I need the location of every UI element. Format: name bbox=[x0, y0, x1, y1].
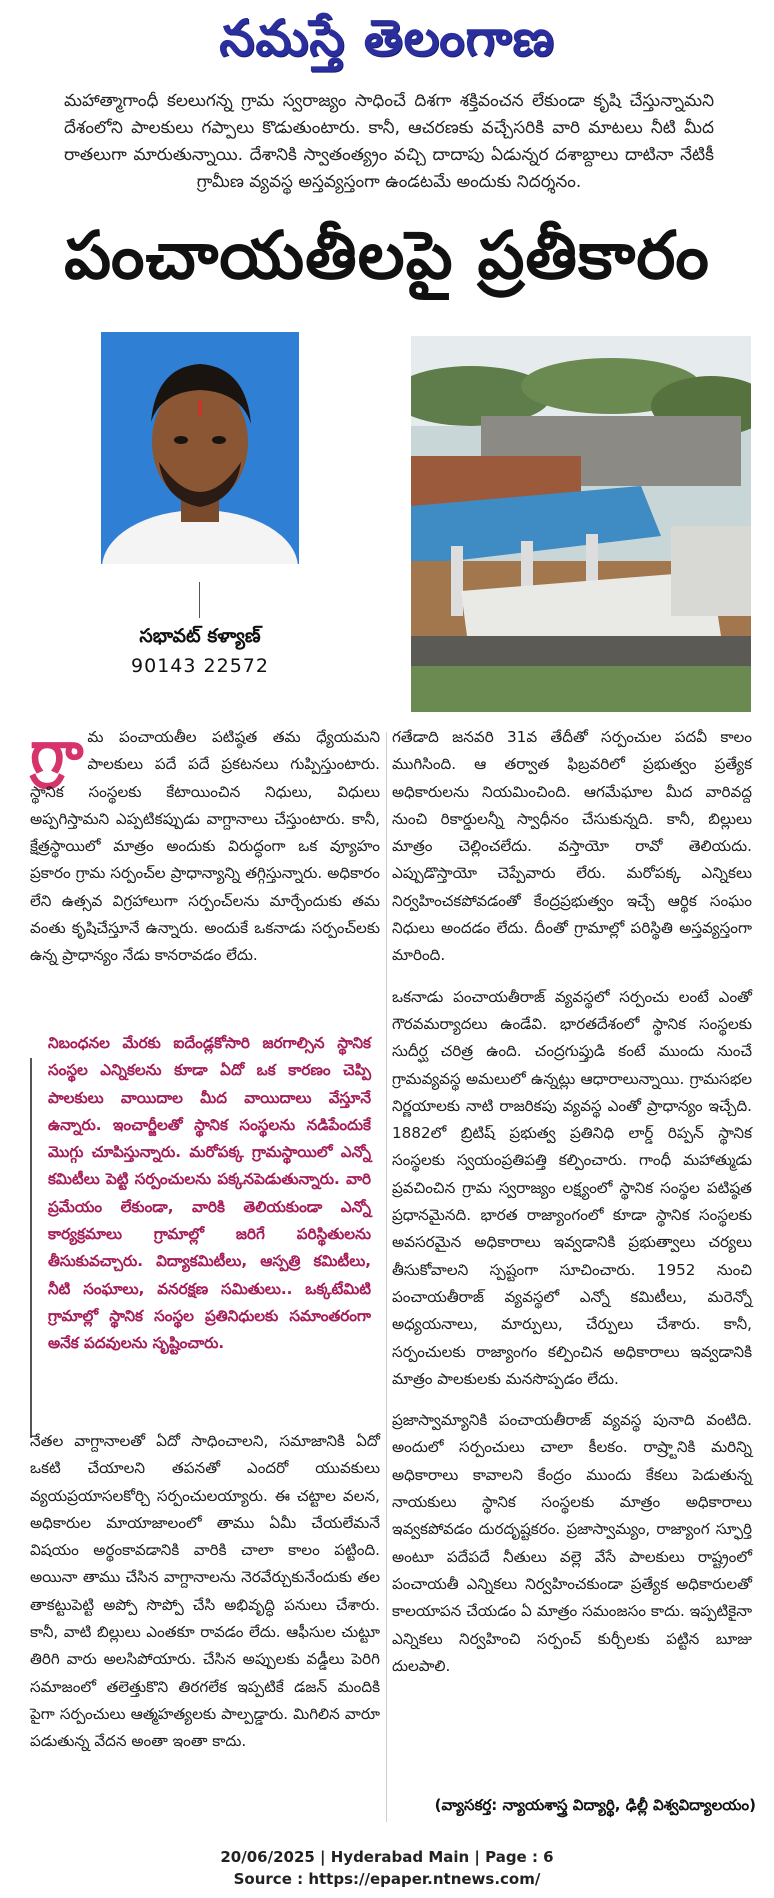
dropcap: గ్రా bbox=[30, 718, 84, 786]
callout-bar bbox=[30, 1058, 32, 1438]
masthead-logo: నమస్తే తెలంగాణ bbox=[219, 8, 555, 67]
column-divider bbox=[386, 732, 387, 1822]
right-paragraph-3: ప్రజాస్వామ్యానికి పంచాయతీరాజ్ వ్యవస్థ పునాది వంటిది. అందులో సర్పంచులు చాలా కీలకం. రాష్ర్టానికి మరిన్ని అధికారాలు కావాలని కేంద్రం ముందు కేకలు పెడుతున్న నాయకులు స్థానిక సంస్థలకు మాత్రం అధికారాలు ఇవ్వకపోవడం దురదృష్టకరం. ప్రజాస్వామ్యం, రాజ్యాంగ స్ఫూర్తి అంటూ పదేపదే నీతులు వల్లె వేసే పాలకులు రాష్ట్రంలో పంచాయతీ ఎన్నికలు నిర్వహించకుండా ప్రత్యేక అధికారులతో కాలయాపన చేయడం ఏ మాత్రం సమంజసం కాదు. ఇప్పటికైనా ఎన్నికలు నిర్వహించి సర్పంచ్ కుర్చీలకు పట్టిన బూజు దులపాలి. bbox=[392, 1411, 752, 1675]
left-paragraph-1-text: మ పంచాయతీల పటిష్ఠత తమ ధ్యేయమని పాలకులు పదే పదే ప్రకటనలు గుప్పిస్తుంటారు. స్థానిక సంస్థలకు కేటాయించిన నిధులు, విధులు అప్పగిస్తామని ఎప్పటికప్పుడు వాగ్దానాలు చేస్తుంటారు. కానీ, క్షేత్రస్థాయిలో మాత్రం అందుకు విరుద్ధంగా ఒక వ్యూహం ప్రకారం గ్రామ సర్పంచ్‌ల ప్రాధాన్యాన్ని తగ్గిస్తున్నారు. అధికారం లేని ఉత్సవ విగ్రహాలుగా సర్పంచ్‌లను మార్చేందుకు తమ వంతు కృషిచేస్తూనే ఉన్నారు. అందుకే ఒకనాడు సర్పంచ్‌లకు ఉన్న ప్రాధాన్యం నేడు కానరావడం లేదు. bbox=[30, 728, 380, 965]
footer-date-edition: 20/06/2025 | Hyderabad Main | Page : 6 bbox=[220, 1848, 554, 1866]
right-paragraph-2: ఒకనాడు పంచాయతీరాజ్ వ్యవస్థలో సర్పంచు లంటే ఎంతో గౌరవమర్యాదలు ఉండేవి. భారతదేశంలో స్థానిక సంస్థలకు సుదీర్ఘ చరిత్ర ఉంది. చంద్రగుప్తుడి కంటే ముందు నుంచే గ్రామవ్యవస్థ అమలులో ఉన్నట్లు ఆధారాలున్నాయి. గ్రామసభల నిర్ణయాలకు నాటి రాజరికపు వ్యవస్థ ఎంతో ప్రాధాన్యం ఇచ్చేది. 1882లో బ్రిటిష్ ప్రభుత్వ ప్రతినిధి లార్డ్ రిప్పన్ స్థానిక సంస్థలకు స్వయంప్రతిపత్తి కల్పించారు. గాంధీ మహాత్ముడు ప్రవచించిన గ్రామ స్వరాజ్యం లక్ష్యంలో స్థానిక సంస్థల పటిష్ఠత ప్రధానమైనది. భారత రాజ్యాంగంలో కూడా స్థానిక సంస్థలకు అవసరమైన అధికారాలు ఇవ్వడానికి ప్రభుత్వాలు చర్యలు తీసుకోవాలని స్పష్టంగా సూచించారు. 1952 నుంచి పంచాయతీరాజ్ వ్యవస్థలో ఎన్నో కమిటీలు, మరెన్నో అధ్యయనాలు, మార్పులు, చేర్పులు చేశారు. కానీ, సర్పంచులకు రాజ్యాంగం కల్పించిన అధికారాలు ఇవ్వడానికి మాత్రం పాలకులకు మనసొప్పడం లేదు. bbox=[392, 987, 752, 1388]
footer-source: Source : https://epaper.ntnews.com/ bbox=[233, 1870, 541, 1888]
right-paragraph-1: గతేడాది జనవరి 31వ తేదీతో సర్పంచుల పదవీ కాలం ముగిసింది. ఆ తర్వాత ఫిబ్రవరిలో ప్రభుత్వం ప్రత్యేక అధికారులను నియమించింది. ఆగమేఘాల మీద వారివద్ద నుంచి రికార్డులన్నీ స్వాధీనం చేసుకున్నది. కానీ, బిల్లులు మాత్రం చెల్లించలేదు. వస్తాయో రావో తెలియదు. ఎప్పుడొస్తాయో చెప్పేవారు లేరు. మరోపక్క ఎన్నికలు నిర్వహించకపోవడంతో కేంద్రప్రభుత్వం ఇచ్చే ఆర్థిక సంఘం నిధులు అందడం లేదు. దీంతో గ్రామాల్లో పరిస్థితి అస్తవ్యస్తంగా మారింది. bbox=[392, 728, 752, 965]
author-divider bbox=[199, 582, 200, 618]
left-column-top bbox=[30, 718, 380, 984]
author-phone: 90143 22572 bbox=[131, 655, 269, 677]
callout-quote: నిబంధనల మేరకు ఐదేండ్లకోసారి జరగాల్సిన స్థానిక సంస్థల ఎన్నికలను కూడా ఏదో ఒక కారణం చెప్పి పాలకులు వాయిదాల మీద వాయిదాలు వేస్తూనే ఉన్నారు. ఇంచార్జీలతో స్థానిక సంస్థలను నడిపేందుకే మొగ్గు చూపిస్తున్నారు. మరోపక్క గ్రామస్థాయిలో ఎన్నో కమిటీలు పెట్టి సర్పంచులను పక్కనపెడుతున్నారు. వారి ప్రమేయం లేకుండా, వారికి తెలియకుండా ఎన్నో కార్యక్రమాలు గ్రామాల్లో జరిగే పరిస్థితులను తీసుకువచ్చారు. విద్యాకమిటీలు, ఆస్పత్రి కమిటీలు, నీటి సంఘాలు, వనరక్షణ సమితులు.. ఒక్కటేమిటి గ్రామాల్లో స్థానిక సంస్థల ప్రతినిధులకు సమాంతరంగా అనేక పదవులను సృష్టించారు. bbox=[48, 1034, 371, 1353]
author-name: సభావట్ కళ్యాణ్ bbox=[139, 625, 261, 647]
left-paragraph-3: నేతల వాగ్దానాలతో ఏదో సాధించాలని, సమాజానికి ఏదో ఒకటి చేయాలని తపనతో ఎందరో యువకులు వ్యయప్రయాసలకోర్చి సర్పంచులయ్యారు. ఈ చట్టాల వలన, అధికారుల మాయాజాలంలో తాము ఏమీ చేయలేమనే విషయం అర్థంకావడానికి వారికి చాలా కాలం పట్టింది. అయినా తాము చేసిన వాగ్దానాలను నెరవేర్చుకునేందుకు తల తాకట్టుపెట్టి అప్పో సొప్పో చేసి అభివృద్ధి పనులు చేశారు. కానీ, వాటి బిల్లులు ఎంతకూ రావడం లేదు. ఆఫీసుల చుట్టూ తిరిగి వారు అలసిపోయారు. చేసిన అప్పులకు వడ్డీలు పెరిగి సమాజంలో తలెత్తుకొని తిరగలేక ఇప్పటికే డజన్ మందికి పైగా సర్పంచులు ఆత్మహత్యలకు పాల్పడ్డారు. మిగిలిన వారూ పడుతున్న వేదన అంతా ఇంతా కాదు. bbox=[30, 1432, 380, 1751]
writer-note: (వ్యాసకర్త: న్యాయశాస్త్ర విద్యార్థి, ఢిల్లీ విశ్వవిద్యాలయం) bbox=[434, 1796, 756, 1814]
village-photo bbox=[411, 336, 751, 712]
right-column bbox=[392, 724, 752, 1694]
headline: పంచాయతీలపై ప్రతీకారం bbox=[64, 217, 710, 294]
author-photo bbox=[101, 332, 299, 564]
left-column-bottom bbox=[30, 1428, 380, 1770]
left-paragraph-1 bbox=[30, 718, 380, 970]
footer bbox=[0, 1846, 774, 1890]
intro-paragraph: మహాత్మాగాంధీ కలలుగన్న గ్రామ స్వరాజ్యం సాధించే దిశగా శక్తివంచన లేకుండా కృషి చేస్తున్నామని దేశంలోని పాలకులు గప్పాలు కొడుతుంటారు. కానీ, ఆచరణకు వచ్చేసరికి వారి మాటలు నీటి మీద రాతలుగా మారుతున్నాయి. దేశానికి స్వాతంత్య్రం వచ్చి దాదాపు ఏడున్నర దశాబ్దాలు దాటినా నేటికీ గ్రామీణ వ్యవస్థ అస్తవ్యస్తంగా ఉండటమే అందుకు నిదర్శనం. bbox=[64, 91, 714, 192]
